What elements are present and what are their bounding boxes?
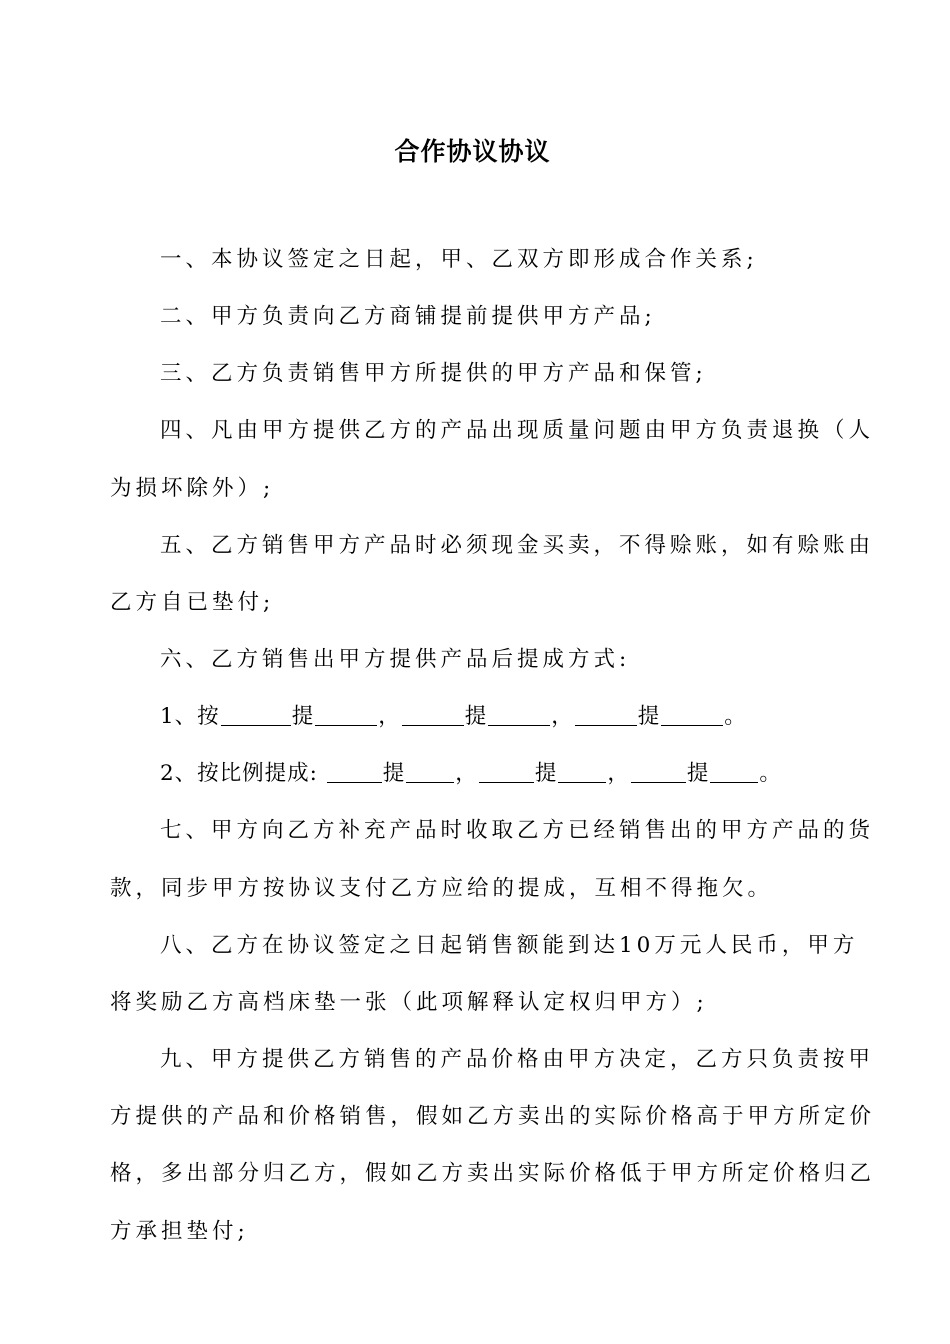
clause-2: 二、甲方负责向乙方商铺提前提供甲方产品; bbox=[160, 304, 656, 329]
blank-field[interactable] bbox=[315, 703, 377, 726]
commission-1-end: 。 bbox=[724, 704, 747, 729]
commission-1-prefix: 1、按 bbox=[160, 704, 220, 729]
clause-1: 一、本协议签定之日起，甲、乙双方即形成合作关系; bbox=[160, 247, 758, 272]
blank-field[interactable] bbox=[575, 703, 637, 726]
clause-3: 三、乙方负责销售甲方所提供的甲方产品和保管; bbox=[160, 361, 707, 386]
clause-9-line-1: 九、甲方提供乙方销售的产品价格由甲方决定，乙方只负责按甲 bbox=[160, 1047, 875, 1072]
clause-8-line-1: 八、乙方在协议签定之日起销售额能到达10万元人民币，甲方 bbox=[160, 933, 859, 958]
commission-2-comma: ， bbox=[607, 761, 630, 786]
commission-2-prefix: 2、按比例提成: bbox=[160, 761, 318, 786]
clause-9-line-4: 方承担垫付; bbox=[110, 1219, 249, 1244]
clause-4-line-2: 为损坏除外）; bbox=[110, 476, 275, 501]
blank-field[interactable] bbox=[558, 760, 606, 783]
blank-field[interactable] bbox=[710, 760, 758, 783]
commission-1-comma: ， bbox=[551, 704, 574, 729]
commission-method-2 bbox=[160, 759, 782, 789]
commission-2-ti: 提 bbox=[686, 761, 710, 786]
commission-method-1 bbox=[160, 702, 747, 732]
commission-2-comma: ， bbox=[455, 761, 478, 786]
clause-9-line-3: 格，多出部分归乙方，假如乙方卖出实际价格低于甲方所定价格归乙 bbox=[110, 1161, 876, 1186]
clause-9-line-2: 方提供的产品和价格销售，假如乙方卖出的实际价格高于甲方所定价 bbox=[110, 1104, 876, 1129]
commission-2-end: 。 bbox=[759, 761, 782, 786]
commission-2-ti: 提 bbox=[534, 761, 558, 786]
commission-1-ti: 提 bbox=[637, 704, 661, 729]
blank-field[interactable] bbox=[661, 703, 723, 726]
commission-1-ti: 提 bbox=[464, 704, 488, 729]
blank-field[interactable] bbox=[402, 703, 464, 726]
blank-field[interactable] bbox=[631, 760, 686, 783]
clause-5-line-2: 乙方自已垫付; bbox=[110, 590, 275, 615]
commission-1-ti: 提 bbox=[291, 704, 315, 729]
blank-field[interactable] bbox=[479, 760, 534, 783]
blank-field[interactable] bbox=[406, 760, 454, 783]
clause-7-line-2: 款，同步甲方按协议支付乙方应给的提成，互相不得拖欠。 bbox=[110, 876, 774, 901]
blank-field[interactable] bbox=[488, 703, 550, 726]
blank-field[interactable] bbox=[221, 703, 291, 726]
clause-6: 六、乙方销售出甲方提供产品后提成方式: bbox=[160, 647, 631, 672]
clause-4-line-1: 四、凡由甲方提供乙方的产品出现质量问题由甲方负责退换（人 bbox=[160, 418, 875, 443]
commission-1-comma: ， bbox=[378, 704, 401, 729]
commission-2-ti: 提 bbox=[382, 761, 406, 786]
clause-7-line-1: 七、甲方向乙方补充产品时收取乙方已经销售出的甲方产品的货 bbox=[160, 818, 875, 843]
blank-field[interactable] bbox=[327, 760, 382, 783]
clause-5-line-1: 五、乙方销售甲方产品时必须现金买卖，不得赊账，如有赊账由 bbox=[160, 533, 875, 558]
clause-8-line-2: 将奖励乙方高档床垫一张（此项解释认定权归甲方）; bbox=[110, 990, 708, 1015]
document-title: 合作协议协议 bbox=[394, 137, 551, 166]
